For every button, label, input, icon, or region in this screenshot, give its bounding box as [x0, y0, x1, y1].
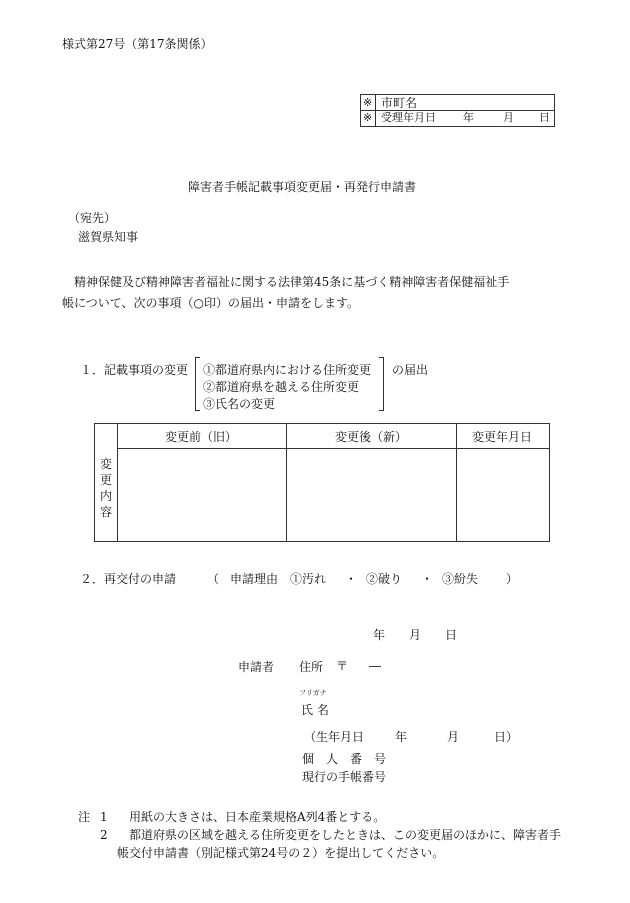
reason-lost: ③紛失: [442, 572, 479, 586]
received-day: 日: [539, 111, 550, 124]
handbook-number-label: 現行の手帳番号: [302, 770, 387, 784]
section2-label: ２．再交付の申請: [80, 572, 177, 586]
received-month: 月: [503, 111, 514, 124]
reason-separator: ・: [421, 572, 434, 586]
address-label: 住所: [299, 660, 324, 674]
date-year: 年: [373, 628, 386, 642]
notes-label: 注: [78, 810, 91, 824]
applicant-label: 申請者: [238, 660, 275, 674]
side-label: 変 更 内 容: [99, 457, 112, 519]
change-table: [94, 423, 550, 542]
office-mark: ※: [363, 96, 373, 109]
received-date-label: 受理年月日: [381, 111, 436, 124]
office-use-box: [360, 94, 555, 127]
birth-day: 日）: [494, 730, 519, 744]
reason-dirty: ①汚れ: [290, 572, 327, 586]
office-mark: ※: [363, 111, 373, 124]
note-2-text-cont: 帳交付申請書（別記様式第24号の２）を提出してください。: [117, 846, 445, 860]
reason-separator: ・: [345, 572, 358, 586]
date-day: 日: [445, 628, 458, 642]
header-change-date: 変更年月日: [472, 430, 533, 444]
note-1-num: 1: [100, 810, 108, 824]
section1-suffix: の届出: [392, 363, 429, 377]
option-3: ③氏名の変更: [203, 397, 276, 411]
note-2-text: 都道府県の区域を越える住所変更をしたときは、この変更届のほかに、障害者手: [129, 828, 562, 842]
open-paren: （: [207, 572, 220, 586]
furigana-label: フリガナ: [299, 689, 327, 697]
page-title: 障害者手帳記載事項変更届・再発行申請書: [188, 180, 417, 194]
section1-label: １．記載事項の変更: [80, 363, 189, 377]
body-text-line2: 帳について、次の事項（○印）の届出・申請をします。: [62, 296, 360, 310]
header-before: 変更前（旧）: [165, 430, 238, 444]
note-2-num: 2: [100, 828, 108, 842]
personal-number-label: 個 人 番 号: [302, 752, 387, 766]
city-label: 市町名: [381, 96, 418, 110]
body-text-line1: 精神保健及び精神障害者福祉に関する法律第45条に基づく精神障害者保健福祉手: [74, 275, 510, 289]
reason-label: 申請理由: [230, 572, 279, 586]
option-1: ①都道府県内における住所変更: [203, 363, 372, 377]
right-bracket: [379, 357, 384, 411]
header-after: 変更後（新）: [335, 430, 408, 444]
postal-mark: 〒: [336, 659, 349, 673]
birth-month: 月: [447, 730, 460, 744]
birth-label: （生年月日: [304, 730, 365, 744]
date-month: 月: [409, 628, 422, 642]
postal-dash: ―: [369, 659, 381, 673]
option-2: ②都道府県を越える住所変更: [203, 380, 360, 394]
reason-torn: ②破り: [366, 572, 403, 586]
note-1-text: 用紙の大きさは、日本産業規格A列4番とする。: [129, 810, 386, 824]
close-paren: ）: [506, 572, 519, 586]
received-year: 年: [463, 111, 474, 124]
form-number: 様式第27号（第17条関係）: [62, 37, 213, 51]
birth-year: 年: [395, 730, 408, 744]
name-label: 氏 名: [301, 703, 329, 717]
office-row-city: [361, 95, 554, 111]
left-bracket: [195, 357, 200, 411]
addressee-label: （宛先）: [68, 211, 117, 225]
office-row-received: [361, 110, 554, 126]
addressee-name: 滋賀県知事: [78, 230, 139, 244]
